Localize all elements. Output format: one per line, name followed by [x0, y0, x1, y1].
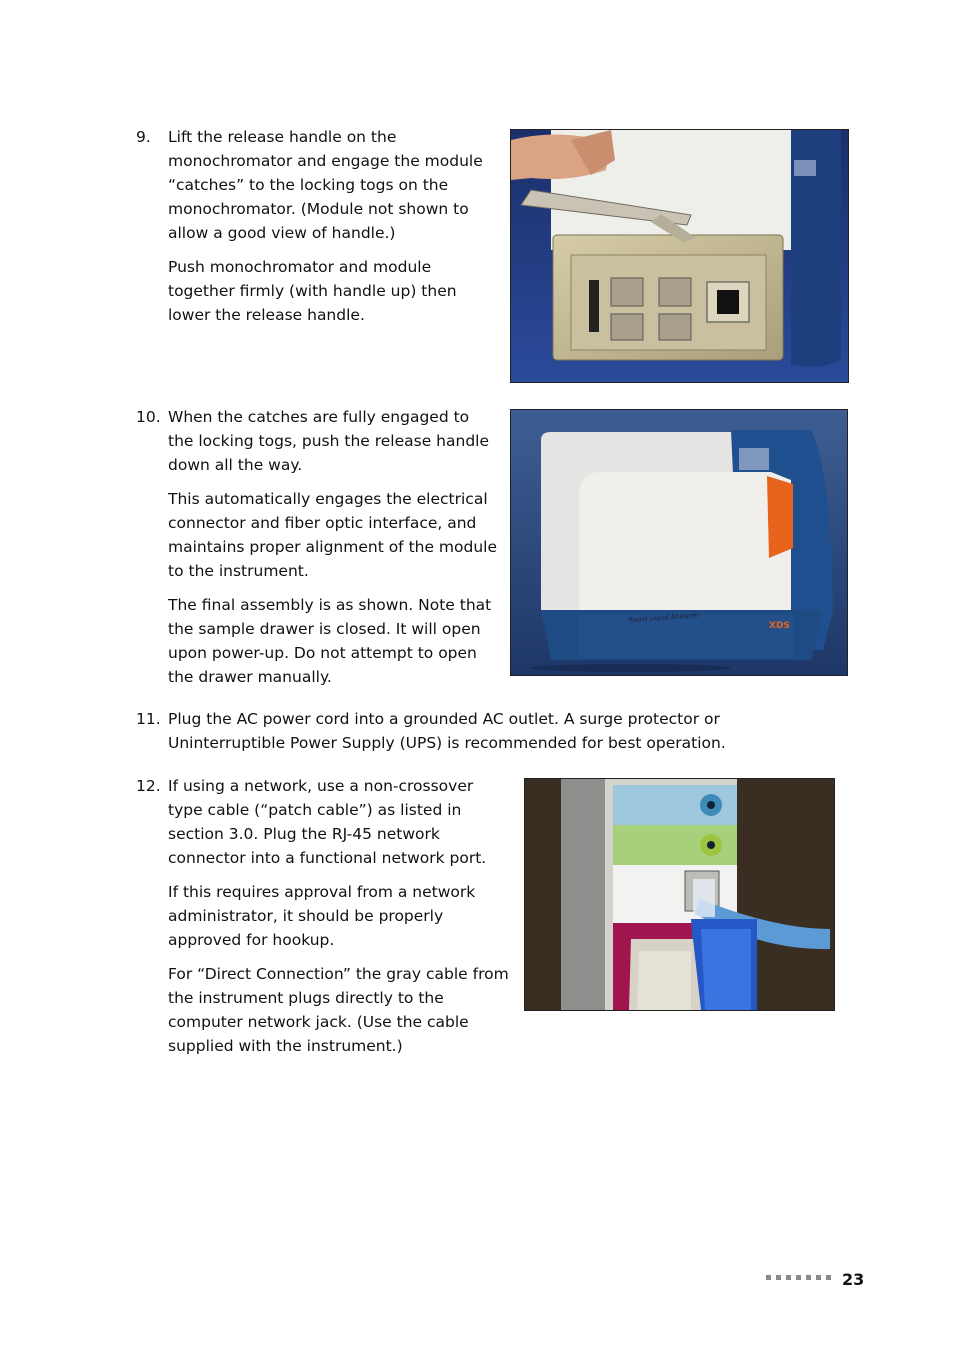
step-number: 10.	[136, 408, 161, 426]
step-paragraph: If using a network, use a non-crossover type cable (“patch cable”) as listed in section 3.0. Plug the RJ-45 network connector into a functional network port.	[168, 777, 487, 867]
brand-logo: XDS	[769, 621, 790, 631]
step-paragraph: Push monochromator and module together firmly (with handle up) then lower the release handle.	[168, 258, 457, 324]
step-paragraph: If this requires approval from a network administrator, it should be properly approved for hookup.	[168, 883, 476, 949]
monochromator-handle-photo	[510, 129, 849, 383]
step-number: 11.	[136, 710, 161, 728]
step-paragraph: When the catches are fully engaged to the locking togs, push the release handle down all the way.	[168, 408, 490, 474]
step-paragraph: Plug the AC power cord into a grounded AC outlet. A surge protector or Uninterruptible Power Supply (UPS) is recommended for best operation.	[168, 710, 726, 752]
network-port-photo	[524, 778, 835, 1011]
step-paragraph: This automatically engages the electrical connector and fiber optic interface, and maintains proper alignment of the module to the instrument.	[168, 490, 498, 580]
step-number: 9.	[136, 128, 151, 146]
step-number: 12.	[136, 777, 161, 795]
product-label: Rapid Liquid Analyzer	[628, 611, 700, 624]
footer-dots	[766, 1275, 831, 1280]
step-paragraph: Lift the release handle on the monochromator and engage the module “catches” to the locking togs on the monochromator. (Module not shown to allow a good view of handle.)	[168, 128, 483, 242]
final-assembly-photo	[510, 409, 848, 676]
step-paragraph: For “Direct Connection” the gray cable from the instrument plugs directly to the computer network jack. (Use the cable supplied with the instrument.)	[168, 965, 509, 1055]
step-paragraph: The final assembly is as shown. Note that the sample drawer is closed. It will open upon power-up. Do not attempt to open the drawer manually.	[168, 596, 492, 686]
page-number: 23	[842, 1270, 865, 1289]
